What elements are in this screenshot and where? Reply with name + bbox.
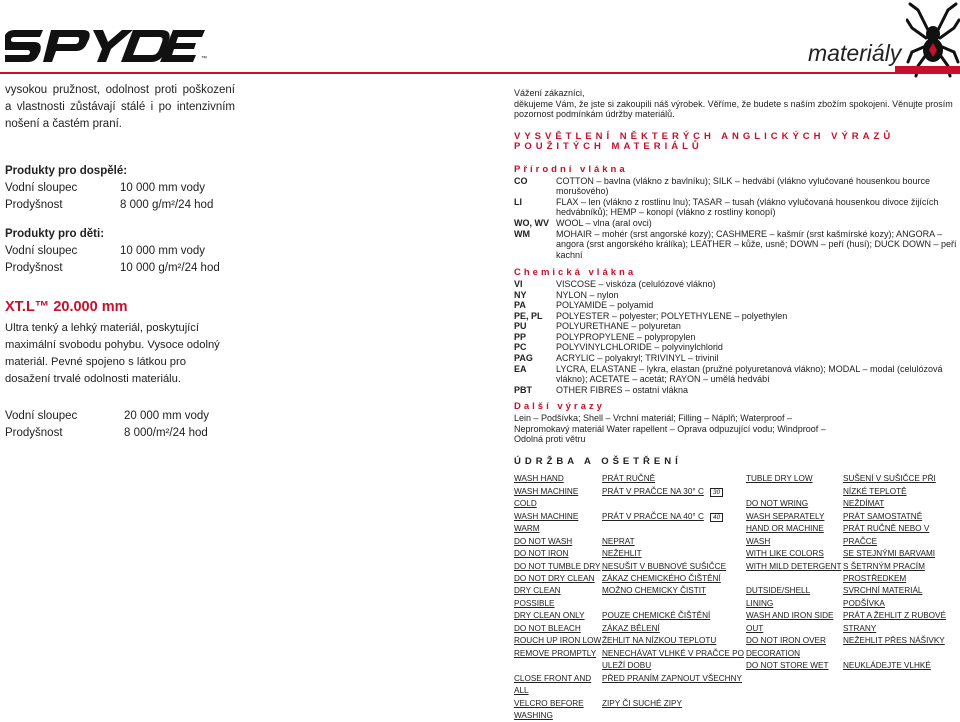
care-instruction-cz-text: PRÁT RUČNĚ [602, 474, 656, 484]
care-instruction-en: DUTSIDE/SHELL [746, 586, 811, 596]
care-instruction-cz-text: ZÁKAZ CHEMICKÉHO ČIŠTĚNÍ [602, 574, 721, 584]
care-instruction-cz-text: NEŽEHLIT PŘES NÁŠIVKY [843, 636, 945, 646]
care-instruction-en: WASH HAND [514, 474, 564, 484]
care-instruction-cz-text: PRÁT V PRAČCE NA 30° C [602, 486, 704, 496]
fiber-code: PA [514, 300, 526, 311]
fiber-description: OTHER FIBRES – ostatní vlákna [556, 384, 689, 395]
other-terms-text: Lein – Podšívka; Shell – Vrchní materiál; Filling – Náplň; Waterproof – Nepromokavý materiál Water rapellent – Oprava odpuzující vodu; Windproof – Odolná proti větru [514, 413, 826, 445]
fiber-description: VISCOSE – viskóza (celulózové vlákno) [556, 278, 716, 289]
care-instruction-cz-text: SVRCHNÍ MATERIÁL [843, 586, 923, 596]
fiber-description: WOOL – vlna (aral ovci) [556, 217, 652, 228]
care-instruction-cz [843, 548, 959, 560]
right-column [514, 88, 959, 722]
spec-row [5, 260, 485, 277]
fiber-row [514, 385, 959, 396]
spec-value: 8 000 g/m²/24 hod [120, 199, 214, 211]
care-column-right [746, 473, 959, 722]
temperature-icon: 40 [710, 513, 723, 522]
care-instruction-en: DO NOT WRING [746, 499, 809, 509]
care-row [746, 473, 959, 498]
fiber-row [514, 197, 959, 218]
fiber-description: LYCRA, ELASTANE – lykra, elastan (pružné polyuretanová vlákno); MODAL – modal (celulózová vlákno); ACETATE – acetát; RAYON – umělá hedvábí [556, 363, 943, 385]
fiber-code: PE, PL [514, 310, 543, 321]
care-instruction-cz-text: POUZE CHEMICKÉ ČIŠTĚNÍ [602, 611, 711, 621]
spec-value: 8 000/m²/24 hod [124, 427, 208, 439]
adults-heading: Produkty pro dospělé: [5, 165, 128, 177]
care-instruction-en: DO NOT IRON [514, 549, 569, 559]
chemical-fibers-heading: Chemická vlákna [514, 267, 637, 279]
care-instruction-en: LINING [746, 598, 774, 608]
spec-row [5, 197, 485, 214]
care-instruction-cz [602, 573, 746, 585]
care-instruction-cz-text: S ŠETRNÝM PRACÍM PROSTŘEDKEM [843, 561, 925, 584]
care-instruction-cz [602, 673, 746, 698]
care-instruction-en: DO NOT WASH [514, 536, 573, 546]
care-instruction-cz [602, 536, 746, 548]
care-instruction-en: DRY CLEAN POSSIBLE [514, 586, 561, 608]
intro-text: vysokou pružnost, odolnost proti poškození a vlastnosti zůstávají stálé i po intenzivním nošení a častém praní. [5, 84, 235, 130]
care-row [746, 523, 959, 548]
care-row [514, 698, 746, 722]
care-instruction-en: TUBLE DRY LOW [746, 474, 813, 484]
care-instruction-cz [602, 648, 746, 673]
care-instruction-cz-text: PODŠÍVKA [843, 598, 885, 608]
spec-label: Vodní sloupec [5, 245, 78, 257]
care-instruction-cz [843, 598, 959, 610]
natural-fibers-list [514, 176, 959, 261]
care-instruction-cz [602, 610, 746, 622]
greeting: Vážení zákazníci, [514, 88, 585, 98]
fiber-code: WM [514, 228, 530, 239]
spec-row [5, 408, 485, 425]
kids-heading: Produkty pro děti: [5, 228, 105, 240]
care-row [746, 498, 959, 510]
care-instruction-en: WASH MACHINE WARM [514, 511, 579, 534]
care-instruction-cz [843, 610, 959, 635]
care-instruction-cz [843, 498, 959, 510]
care-instruction-en: DRY CLEAN ONLY [514, 611, 585, 621]
fiber-row [514, 342, 959, 353]
care-instruction-cz-text: NENECHÁVAT VLHKÉ V PRAČCE PO ULEŽÍ DOBU [602, 648, 744, 671]
spec-label: Vodní sloupec [5, 182, 78, 194]
care-instruction-en: HAND OR MACHINE WASH [746, 524, 824, 546]
care-instruction-en: VELCRO BEFORE WASHING [514, 698, 584, 721]
spec-row [5, 243, 485, 260]
spec-label: Prodyšnost [5, 262, 63, 274]
spec-value: 10 000 mm vody [120, 182, 206, 194]
care-instruction-cz-text: PRÁT V PRAČCE NA 40° C [602, 511, 704, 521]
xtl-description: Ultra tenký a lehký materiál, poskytující maximální svobodu pohybu. Vysoce odolný materiál. Pevné spojeno s látkou pro dosažení trvalé odolnosti materiálu. [5, 322, 220, 385]
care-instruction-en: DO NOT STORE WET [746, 661, 829, 671]
spec-value: 10 000 mm vody [120, 245, 206, 257]
care-column-left [514, 473, 746, 722]
care-row [514, 673, 746, 698]
spyder-logo [5, 22, 210, 64]
care-instruction-en: DO NOT DRY CLEAN [514, 574, 595, 584]
care-instruction-en: ROUCH UP IRON LOW [514, 636, 602, 646]
fiber-code: PP [514, 331, 527, 342]
care-instruction-en: WASH SEPARATELY [746, 511, 825, 521]
natural-fibers-heading: Přírodní vlákna [514, 163, 628, 175]
spec-row [5, 180, 485, 197]
left-column [5, 82, 485, 442]
care-instruction-cz-text: MOŽNO CHEMICKY ČISTIT [602, 586, 707, 596]
care-heading: ÚDRŽBA A OŠETŘENÍ [514, 455, 682, 467]
fiber-row [514, 229, 959, 261]
care-instruction-cz [602, 698, 746, 722]
care-row [514, 511, 746, 536]
care-row [746, 511, 959, 523]
care-instruction-cz [602, 623, 746, 635]
fiber-row [514, 332, 959, 343]
care-instruction-cz-text: NESUŠIT V BUBNOVÉ SUŠIČCE [602, 561, 727, 571]
materials-heading: VYSVĚTLENÍ NĚKTERÝCH ANGLICKÝCH VÝRAZŮ POUŽITÝCH MATERIÁLŮ [514, 130, 895, 153]
care-row [746, 660, 959, 672]
spec-label: Vodní sloupec [5, 410, 78, 422]
spec-label: Prodyšnost [5, 199, 63, 211]
fiber-description: ACRYLIC – polyakryl; TRIVINYL – trivinil [556, 353, 719, 364]
chemical-fibers-list [514, 279, 959, 396]
care-instruction-cz-text: NEŽDÍMAT [843, 499, 885, 509]
care-instruction-cz-text: ZIPY ČI SUCHÉ ZIPY [602, 698, 682, 708]
care-instruction-cz-text: PŘED PRANÍM ZAPNOUT VŠECHNY [602, 673, 742, 683]
care-instruction-cz [843, 523, 959, 548]
fiber-code: PC [514, 342, 527, 353]
intro-paragraph: děkujeme Vám, že jste si zakoupili náš výrobek. Věříme, že budete s naším zbožím spokojeni. Věnujte prosím pozornost podmínkám údržby materiálů. [514, 98, 953, 120]
fiber-code: EA [514, 363, 527, 374]
care-instruction-en: CLOSE FRONT AND ALL [514, 673, 592, 696]
fiber-code: PU [514, 321, 527, 332]
fiber-description: MOHAIR – mohér (srst angorské kozy); CASHMERE – kašmír (srst kašmírské kozy); ANGORA – angora (srst angorského králíka); LEATHER – kůže, usně; DOWN – peří (husí); DUCK DOWN – peří kachní [556, 228, 957, 260]
fiber-row [514, 290, 959, 301]
care-instruction-cz [602, 548, 746, 560]
fiber-code: PAG [514, 353, 533, 364]
fiber-description: NYLON – nylon [556, 289, 619, 300]
care-instruction-en: REMOVE PROMPTLY [514, 648, 597, 658]
spec-value: 10 000 g/m²/24 hod [120, 262, 220, 274]
spec-label: Prodyšnost [5, 427, 63, 439]
care-row [514, 635, 746, 647]
fiber-code: LI [514, 196, 522, 207]
care-instruction-cz [843, 585, 959, 597]
fiber-row [514, 321, 959, 332]
fiber-description: POLYVINYLCHLORIDE – polyvinylchlorid [556, 342, 723, 353]
care-row [514, 536, 746, 548]
fiber-code: NY [514, 289, 527, 300]
care-instruction-cz-text: ŽEHLIT NA NÍZKOU TEPLOTU [602, 636, 717, 646]
xtl-title: XT.L™ 20.000 mm [5, 299, 128, 315]
care-row [746, 561, 959, 586]
fiber-code: VI [514, 278, 523, 289]
care-row [746, 635, 959, 660]
care-row [514, 623, 746, 635]
fiber-row [514, 176, 959, 197]
care-instruction-cz [843, 473, 959, 498]
care-instruction-cz [602, 635, 746, 647]
care-row [746, 610, 959, 635]
care-instruction-cz-text: PRÁT A ŽEHLIT Z RUBOVÉ STRANY [843, 611, 946, 633]
care-row [514, 486, 746, 511]
care-row [746, 598, 959, 610]
fiber-code: CO [514, 175, 528, 186]
care-row [514, 473, 746, 485]
care-instruction-cz [602, 486, 746, 511]
care-instruction-cz [602, 511, 746, 536]
fiber-description: POLYAMIDE – polyamid [556, 300, 654, 311]
care-instruction-cz [843, 561, 959, 586]
fiber-code: WO, WV [514, 217, 549, 228]
fiber-description: POLYESTER – polyester; POLYETHYLENE – polyethylen [556, 310, 788, 321]
svg-text:™: ™ [201, 56, 207, 62]
fiber-row [514, 364, 959, 385]
care-instruction-en: DO NOT IRON OVER DECORATION [746, 636, 826, 658]
care-instruction-cz [843, 511, 959, 523]
fiber-code: PBT [514, 384, 532, 395]
care-instruction-cz-text: ZÁKAZ BĚLENÍ [602, 623, 660, 633]
fiber-row [514, 353, 959, 364]
care-row [514, 548, 746, 560]
care-instruction-cz [602, 561, 746, 573]
fiber-row [514, 300, 959, 311]
fiber-description: COTTON – bavlna (vlákno z bavlníku); SILK – hedvábí (vlákno vylučované housenkou bource morušového) [556, 175, 931, 197]
care-instruction-cz-text: SUŠENÍ V SUŠIČCE PŘI NÍZKÉ TEPLOTĚ [843, 474, 936, 496]
spec-row [5, 425, 485, 442]
care-row [514, 648, 746, 673]
care-row [514, 561, 746, 573]
care-instruction-en: WITH MILD DETERGENT [746, 561, 842, 571]
temperature-icon: 30 [710, 488, 723, 497]
care-instruction-cz-text: NEŽEHLIT [602, 549, 642, 559]
care-instruction-en: WASH MACHINE COLD [514, 486, 579, 509]
section-title: materiály [808, 40, 902, 66]
care-instruction-cz [843, 635, 959, 660]
care-instruction-en: WITH LIKE COLORS [746, 549, 824, 559]
care-instruction-cz-text: PRÁT RUČNĚ NEBO V PRAČCE [843, 524, 930, 546]
header-accent [895, 66, 960, 74]
fiber-row [514, 311, 959, 322]
care-row [514, 573, 746, 585]
care-instruction-cz-text: PRÁT SAMOSTATNĚ [843, 511, 923, 521]
care-row [746, 585, 959, 597]
care-instruction-cz-text: SE STEJNÝMI BARVAMI [843, 549, 936, 559]
header-divider [0, 72, 960, 74]
care-instruction-en: DO NOT TUMBLE DRY [514, 561, 601, 571]
care-instruction-cz [843, 660, 959, 672]
fiber-row [514, 218, 959, 229]
care-row [514, 585, 746, 610]
care-instruction-en: DO NOT BLEACH [514, 623, 581, 633]
fiber-description: POLYPROPYLENE – polypropylen [556, 331, 696, 342]
care-instruction-cz [602, 473, 746, 485]
other-terms-heading: Další výrazy [514, 401, 605, 413]
care-instruction-cz-text: NEPRAT [602, 536, 635, 546]
care-instruction-cz-text: NEUKLÁDEJTE VLHKÉ [843, 661, 931, 671]
care-table [514, 473, 959, 722]
care-row [514, 610, 746, 622]
fiber-description: POLYURETHANE – polyuretan [556, 321, 681, 332]
care-instruction-en: WASH AND IRON SIDE OUT [746, 611, 834, 633]
care-instruction-cz [602, 585, 746, 610]
spec-value: 20 000 mm vody [124, 410, 210, 422]
fiber-row [514, 279, 959, 290]
care-row [746, 548, 959, 560]
fiber-description: FLAX – len (vlákno z rostlinu lnu); TASAR – tusah (vlákno vylučovaná housenkou divoce žijících hedvábníků); HEMP – konopí (vlákno z rostliny konopí) [556, 196, 939, 218]
